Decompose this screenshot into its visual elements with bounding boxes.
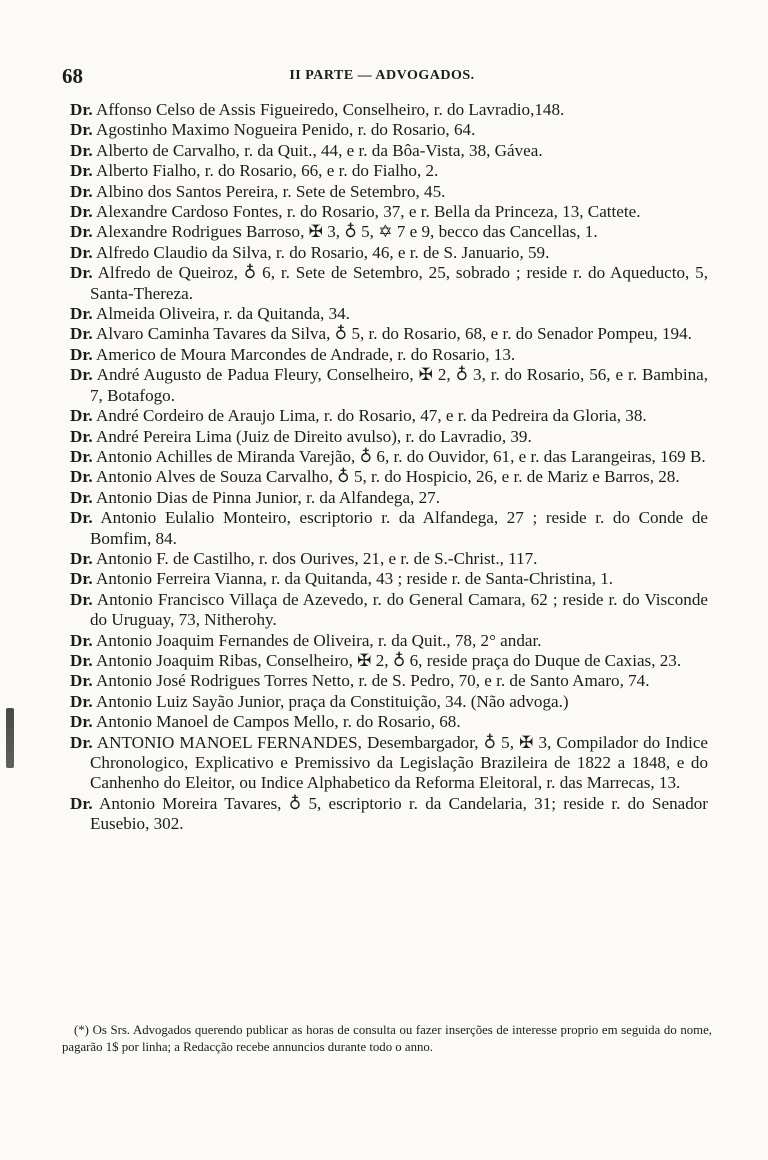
entry-text: ANTONIO MANOEL FERNANDES, Desembargador, ♁ 5, ✠ 3, Compilador do Indice Chronologico, Explicativo e Premissivo da Legislação Brazileira de 1822 a 1848, e do Canhenho do Eleitor, ou Indice Alphabetico da Reforma Eleitoral, r. das Marrecas, 13. [90, 732, 708, 793]
entry-text: Alfredo Claudio da Silva, r. do Rosario, 46, e r. de S. Januario, 59. [95, 242, 550, 262]
title-prefix: Dr. [70, 467, 93, 487]
title-prefix: Dr. [70, 589, 93, 609]
entry-text: André Cordeiro de Araujo Lima, r. do Rosario, 47, e r. da Pedreira da Gloria, 38. [95, 406, 647, 426]
entry-text: Americo de Moura Marcondes de Andrade, r. do Rosario, 13. [95, 344, 516, 364]
list-item [70, 345, 708, 365]
title-prefix: Dr. [70, 365, 93, 385]
entry-text: Antonio José Rodrigues Torres Netto, r. de S. Pedro, 70, e r. de Santo Amaro, 74. [95, 671, 650, 691]
entry-text: Alberto de Carvalho, r. da Quit., 44, e r. da Bôa-Vista, 38, Gávea. [95, 140, 543, 160]
list-item [70, 692, 708, 712]
list-item [70, 263, 708, 304]
margin-mark [6, 708, 14, 768]
title-prefix: Dr. [70, 426, 93, 446]
entry-text: Antonio Francisco Villaça de Azevedo, r. do General Camara, 62 ; reside r. do Visconde do Uruguay, 73, Nitherohy. [90, 589, 708, 630]
title-prefix: Dr. [70, 181, 93, 201]
list-item [70, 508, 708, 549]
entry-text: André Augusto de Padua Fleury, Conselheiro, ✠ 2, ♁ 3, r. do Rosario, 56, e r. Bambina, 7, Botafogo. [90, 365, 708, 405]
title-prefix: Dr. [70, 304, 93, 324]
entry-text: Antonio Eulalio Monteiro, escriptorio r. da Alfandega, 27 ; reside r. do Conde de Bomfim, 84. [90, 508, 708, 548]
entry-text: Antonio Moreira Tavares, ♁ 5, escriptorio r. da Candelaria, 31; reside r. do Senador Eusebio, 302. [90, 793, 708, 834]
list-item [70, 712, 708, 732]
list-item [70, 794, 708, 835]
footnote: (*) Os Srs. Advogados querendo publicar as horas de consulta ou fazer inserções de interesse proprio em seguida do nome, pagarão 1$ por linha; a Redacção recebe annuncios durante todo o anno. [62, 1023, 712, 1054]
title-prefix: Dr. [70, 161, 93, 181]
entry-text: Affonso Celso de Assis Figueiredo, Conselheiro, r. do Lavradio,148. [95, 100, 565, 119]
entry-text: Antonio F. de Castilho, r. dos Ourives, 21, e r. de S.-Christ., 117. [95, 548, 538, 568]
entry-text: Alexandre Cardoso Fontes, r. do Rosario, 37, e r. Bella da Princeza, 13, Cattete. [95, 202, 641, 222]
title-prefix: Dr. [70, 712, 93, 732]
title-prefix: Dr. [70, 487, 93, 507]
title-prefix: Dr. [70, 691, 93, 711]
entry-text: André Pereira Lima (Juiz de Direito avulso), r. do Lavradio, 39. [95, 426, 532, 446]
title-prefix: Dr. [70, 222, 93, 242]
entry-text: Alexandre Rodrigues Barroso, ✠ 3, ♁ 5, ✡ 7 e 9, becco das Cancellas, 1. [95, 222, 598, 242]
title-prefix: Dr. [70, 344, 93, 364]
title-prefix: Dr. [70, 671, 93, 691]
list-item [70, 549, 708, 569]
page-header [62, 64, 702, 90]
title-prefix: Dr. [70, 569, 93, 589]
list-item [70, 590, 708, 631]
list-item [70, 120, 708, 140]
list-item [70, 324, 708, 344]
title-prefix: Dr. [70, 202, 93, 222]
entry-text: Antonio Manoel de Campos Mello, r. do Rosario, 68. [95, 712, 461, 732]
list-item [70, 161, 708, 181]
list-item [70, 202, 708, 222]
page-number: 68 [62, 64, 83, 88]
entry-text: Antonio Alves de Souza Carvalho, ♁ 5, r. do Hospicio, 26, e r. de Mariz e Barros, 28. [95, 467, 680, 487]
entry-text: Antonio Luiz Sayão Junior, praça da Constituição, 34. (Não advoga.) [95, 691, 569, 711]
list-item [70, 671, 708, 691]
entry-text: Antonio Joaquim Ribas, Conselheiro, ✠ 2, ♁ 6, reside praça do Duque de Caxias, 23. [95, 650, 682, 670]
entry-text: Antonio Ferreira Vianna, r. da Quitanda, 43 ; reside r. de Santa-Christina, 1. [95, 569, 614, 589]
entry-text: Albino dos Santos Pereira, r. Sete de Setembro, 45. [95, 181, 446, 201]
entry-text: Almeida Oliveira, r. da Quitanda, 34. [95, 304, 350, 324]
entry-text: Alvaro Caminha Tavares da Silva, ♁ 5, r. do Rosario, 68, e r. do Senador Pompeu, 194. [95, 324, 692, 344]
list-item [70, 569, 708, 589]
entry-text: Antonio Dias de Pinna Junior, r. da Alfandega, 27. [95, 487, 440, 507]
list-item [70, 304, 708, 324]
list-item [70, 141, 708, 161]
advogados-list [70, 100, 708, 835]
title-prefix: Dr. [70, 242, 93, 262]
title-prefix: Dr. [70, 406, 93, 426]
list-item [70, 733, 708, 794]
entry-text: Antonio Joaquim Fernandes de Oliveira, r. da Quit., 78, 2° andar. [95, 630, 542, 650]
title-prefix: Dr. [70, 732, 93, 752]
list-item [70, 243, 708, 263]
title-prefix: Dr. [70, 508, 93, 528]
entry-text: Alfredo de Queiroz, ♁ 6, r. Sete de Setembro, 25, sobrado ; reside r. do Aqueducto, 5, Santa-Thereza. [90, 263, 708, 303]
title-prefix: Dr. [70, 630, 93, 650]
title-prefix: Dr. [70, 324, 93, 344]
list-item [70, 447, 708, 467]
list-item [70, 182, 708, 202]
list-item [70, 488, 708, 508]
title-prefix: Dr. [70, 100, 93, 119]
list-item [70, 467, 708, 487]
title-prefix: Dr. [70, 446, 93, 466]
running-head: II PARTE — ADVOGADOS. [289, 68, 475, 83]
title-prefix: Dr. [70, 548, 93, 568]
list-item [70, 100, 708, 120]
list-item [70, 631, 708, 651]
list-item [70, 427, 708, 447]
list-item [70, 365, 708, 406]
title-prefix: Dr. [70, 120, 93, 140]
entry-text: Agostinho Maximo Nogueira Penido, r. do Rosario, 64. [95, 120, 476, 140]
list-item [70, 651, 708, 671]
title-prefix: Dr. [70, 650, 93, 670]
title-prefix: Dr. [70, 140, 93, 160]
entry-text: Alberto Fialho, r. do Rosario, 66, e r. do Fialho, 2. [95, 161, 439, 181]
title-prefix: Dr. [70, 263, 93, 283]
list-item [70, 406, 708, 426]
title-prefix: Dr. [70, 793, 93, 813]
entry-text: Antonio Achilles de Miranda Varejão, ♁ 6, r. do Ouvidor, 61, e r. das Larangeiras, 169 B. [95, 446, 706, 466]
list-item [70, 222, 708, 242]
